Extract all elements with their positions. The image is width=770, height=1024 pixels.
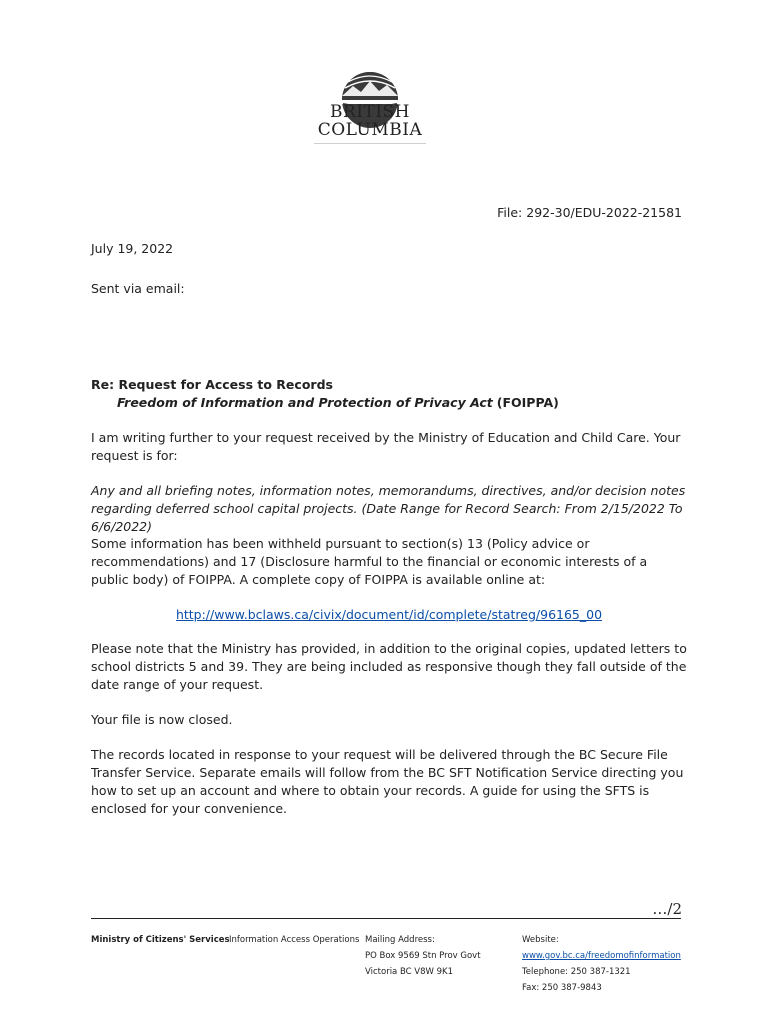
footer-mailing-address: [365, 932, 481, 980]
paragraph-intro: I am writing further to your request received by the Ministry of Education and Child Care. Your request is for:: [91, 430, 681, 463]
letter-date: July 19, 2022: [91, 241, 174, 256]
page-continuation: …/2: [652, 900, 682, 918]
act-line: [117, 394, 687, 412]
paragraph-updated-letters: Please note that the Ministry has provided, in addition to the original copies, updated letters to school districts 5 and 39. They are being included as responsive though they fall outside of the date range of your request.: [91, 641, 687, 692]
footer-mailing-label: Mailing Address:: [365, 935, 435, 945]
act-title: Freedom of Information and Protection of Privacy Act: [117, 395, 493, 410]
footer-mailing-line2: Victoria BC V8W 9K1: [365, 967, 454, 977]
paragraph-withheld: Some information has been withheld pursuant to section(s) 13 (Policy advice or recommendations) and 17 (Disclosure harmful to the financial or economic interests of a public body) of FOIPPA. A complete copy of FOIPPA is available online at:: [91, 536, 648, 587]
paragraph-delivery: The records located in response to your request will be delivered through the BC Secure File Transfer Service. Separate emails will follow from the BC SFT Notification Service directing you how to set up an account and where to obtain your records. A guide for using the SFTS is enclosed for your convenience.: [91, 747, 684, 816]
act-abbrev: (FOIPPA): [496, 395, 559, 410]
footer-fax: Fax: 250 387-9843: [522, 983, 602, 993]
sent-via: Sent via email:: [91, 281, 185, 296]
footer-telephone: Telephone: 250 387-1321: [522, 967, 631, 977]
footer-website-link[interactable]: www.gov.bc.ca/freedomofinformation: [522, 951, 681, 961]
file-reference: File: 292-30/EDU-2022-21581: [497, 205, 682, 220]
footer-mailing-line1: PO Box 9569 Stn Prov Govt: [365, 951, 481, 961]
footer-contact: [522, 932, 681, 996]
paragraph-file-closed: Your file is now closed.: [91, 712, 233, 727]
logo-divider: [314, 143, 426, 144]
logo-text-british: BRITISH: [329, 102, 411, 122]
footer-website-label: Website:: [522, 935, 559, 945]
footer-ministry: Ministry of Citizens' Services: [91, 935, 230, 945]
footer-divider: [91, 918, 681, 919]
foippa-link[interactable]: http://www.bclaws.ca/civix/document/id/complete/statreg/96165_00: [175, 607, 603, 622]
footer-branch: Information Access Operations: [229, 935, 360, 945]
logo-text-columbia: COLUMBIA: [317, 120, 423, 140]
request-text: Any and all briefing notes, information notes, memorandums, directives, and/or decision notes regarding deferred school capital projects. (Date Range for Record Search: From 2/15/2022 To 6/6/2022): [91, 483, 686, 534]
re-line: Re: Request for Access to Records: [91, 377, 333, 392]
foippa-link-line: [91, 606, 687, 624]
